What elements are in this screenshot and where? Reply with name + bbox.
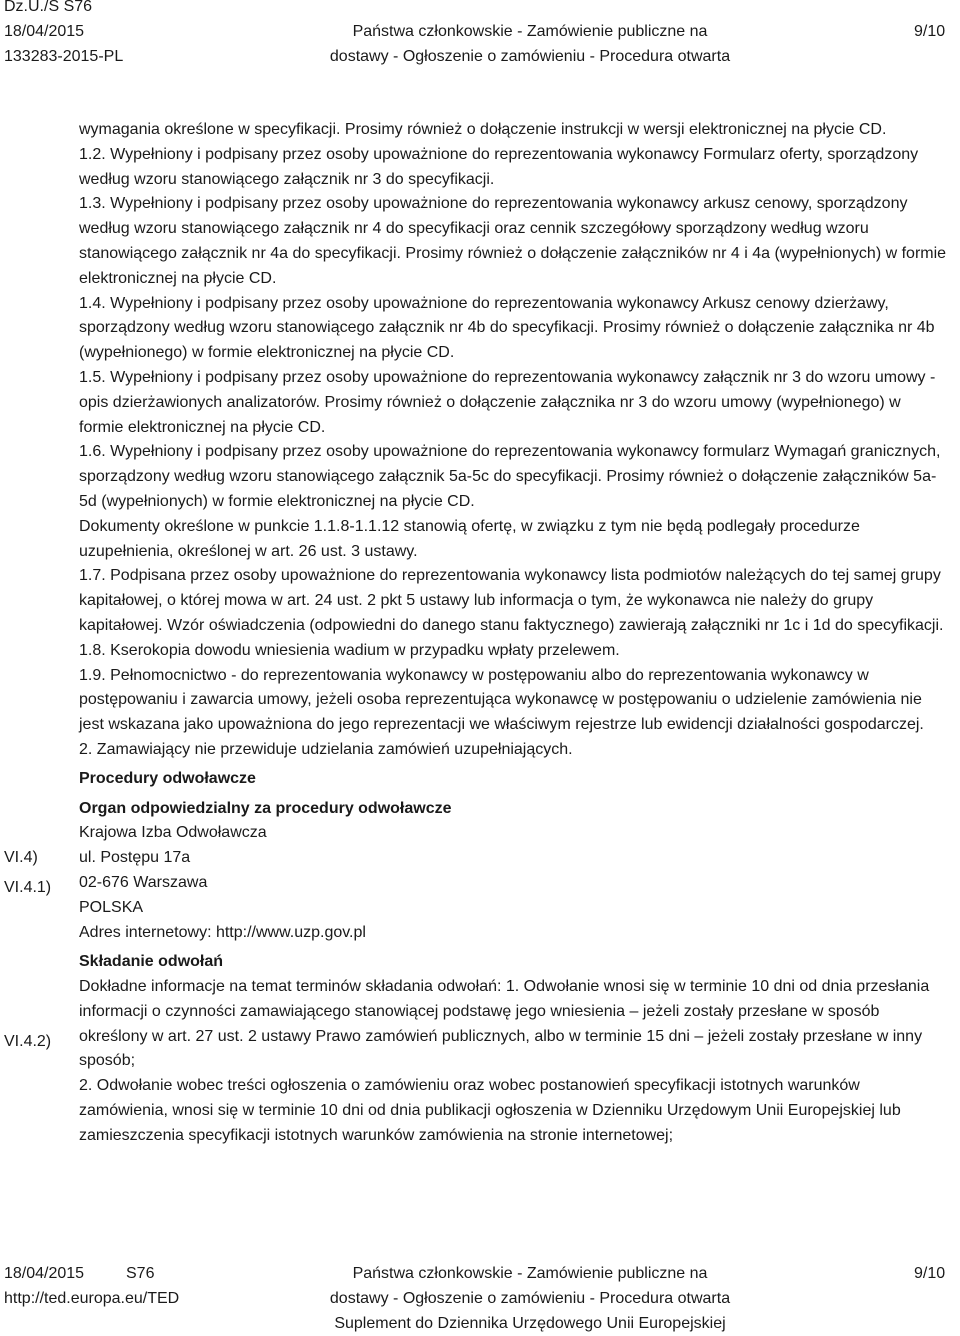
header-doc-ref: Dz.U./S S76 [4,0,93,15]
paragraph-2: 2. Zamawiający nie przewiduje udzielania zamówień uzupełniających. [79,740,573,758]
url-label: Adres internetowy: [79,923,216,941]
section-number-vi41: VI.4.1) [4,879,52,896]
paragraph-1-8: 1.8. Kserokopia dowodu wniesienia wadium w przypadku wpłaty przelewem. [79,641,620,659]
review-body-country: POLSKA [79,898,144,916]
review-body-city: 02-676 Warszawa [79,873,208,891]
page-footer [0,1262,960,1334]
appeals-heading: Składanie odwołań [79,953,224,971]
paragraph-cd-instructions: wymagania określone w specyfikacji. Prosimy również o dołączenie instrukcji w wersji elektronicznej na płycie CD. [79,121,887,138]
paragraph-1-7: 1.7. Podpisana przez osoby upoważnione do reprezentowania wykonawcy lista podmiotów należących do tej samej grupy kapitałowej, o której mowa w art. 24 ust. 2 pkt 5 ustawy lub informacja o tym, że wykonawca nie należy do grupy kapitałowej. Wzór oświadczenia (odpowiedni do danego stanu faktycznego) zawierają załączniki nr 1c i 1d do specyfikacji. [79,567,944,634]
paragraph-documents-note: Dokumenty określone w punkcie 1.1.8-1.1.12 stanowią ofertę, w związku z tym nie będą podlegały procedurze uzupełnienia, określonej w art. 26 ust. 3 ustawy. [79,517,860,560]
procedures-heading: Procedury odwoławcze [79,769,256,787]
header-notice-id: 133283-2015-PL [4,48,124,65]
header-title-line1: Państwa członkowskie - Zamówienie publiczne na [352,23,708,40]
review-body-heading: Organ odpowiedzialny za procedury odwoławcze [79,799,452,817]
footer-title-line1: Państwa członkowskie - Zamówienie publiczne na [352,1265,708,1282]
document-body [79,118,949,1149]
footer-date: 18/04/2015 [4,1265,85,1282]
paragraph-1-4: 1.4. Wypełniony i podpisany przez osoby upoważnione do reprezentowania wykonawcy Arkusz cenowy dzierżawy, sporządzony według wzoru stanowiącego załącznik nr 4b do specyfikacji. Prosimy również o dołączenie załącznika nr 4b (wypełnionego) w formie elektronicznej na płycie CD. [79,294,935,362]
header-title-line2: dostawy - Ogłoszenie o zamówieniu - Procedura otwarta [329,48,731,65]
footer-title-line2: dostawy - Ogłoszenie o zamówieniu - Procedura otwarta [329,1290,731,1307]
page-header [0,0,960,80]
footer-code: S76 [126,1265,155,1282]
footer-ted-link[interactable]: http://ted.europa.eu/TED [4,1290,180,1307]
header-date: 18/04/2015 [4,23,85,40]
footer-page-number: 9/10 [914,1265,946,1282]
footer-supplement: Suplement do Dziennika Urzędowego Unii Europejskiej [334,1315,726,1332]
review-body-url-link[interactable]: http://www.uzp.gov.pl [215,923,366,941]
paragraph-1-9: 1.9. Pełnomocnictwo - do reprezentowania wykonawcy w postępowaniu albo do reprezentowania wykonawcy w postępowaniu i zawarcia umowy, jeżeli osoba reprezentująca wykonawcę w postępowaniu o udzielenie zamówienia nie jest wskazana jako upoważniona do jego reprezentacji we właściwym rejestrze lub ewidencji działalności gospodarczej. [79,666,924,734]
header-page-number: 9/10 [914,23,946,40]
appeals-paragraph-1: Dokładne informacje na temat terminów składania odwołań: 1. Odwołanie wnosi się w terminie 10 dni od dnia przesłania informacji o czynności zamawiającego stanowiącej podstawę jego wniesienia – jeżeli zostały przesłane w sposób określony w art. 27 ust. 2 ustawy Prawo zamówień publicznych, albo w terminie 15 dni – jeżeli zostały przesłane w inny sposób; [79,978,930,1070]
paragraph-1-6: 1.6. Wypełniony i podpisany przez osoby upoważnione do reprezentowania wykonawcy formularz Wymagań granicznych, sporządzony według wzoru stanowiącego załącznik 5a-5c do specyfikacji. Prosimy również o dołączenie załączników 5a-5d (wypełnionych) w formie elektronicznej na płycie CD. [79,443,941,510]
section-number-vi42: VI.4.2) [4,1033,52,1050]
paragraph-1-5: 1.5. Wypełniony i podpisany przez osoby upoważnione do reprezentowania wykonawcy załącznik nr 3 do wzoru umowy - opis dzierżawionych analizatorów. Prosimy również o dołączenie załącznika nr 3 do wzoru umowy (wypełnionego) w formie elektronicznej na płycie CD. [79,368,936,436]
review-body-url-line [79,921,949,946]
review-body-name: Krajowa Izba Odwoławcza [79,824,267,842]
appeals-paragraph-2: 2. Odwołanie wobec treści ogłoszenia o zamówieniu oraz wobec postanowień specyfikacji istotnych warunków zamówienia, wnosi się w terminie 10 dni od dnia publikacji ogłoszenia w Dzienniku Urzędowym Unii Europejskiej lub zamieszczenia specyfikacji istotnych warunków zamówienia na stronie internetowej; [79,1077,901,1144]
paragraph-1-3: 1.3. Wypełniony i podpisany przez osoby upoważnione do reprezentowania wykonawcy arkusz cenowy, sporządzony według wzoru stanowiącego załącznik nr 4 do specyfikacji oraz cennik szczegółowy sporządzony według wzoru stanowiącego załącznik nr 4a do specyfikacji. Prosimy również o dołączenie załączników nr 4 i 4a (wypełnionych) w formie elektronicznej na płycie CD. [79,195,947,287]
section-number-vi4: VI.4) [4,849,38,866]
review-body-street: ul. Postępu 17a [79,849,191,867]
paragraph-1-2: 1.2. Wypełniony i podpisany przez osoby upoważnione do reprezentowania wykonawcy Formularz oferty, sporządzony według wzoru stanowiącego załącznik nr 3 do specyfikacji. [79,145,919,188]
